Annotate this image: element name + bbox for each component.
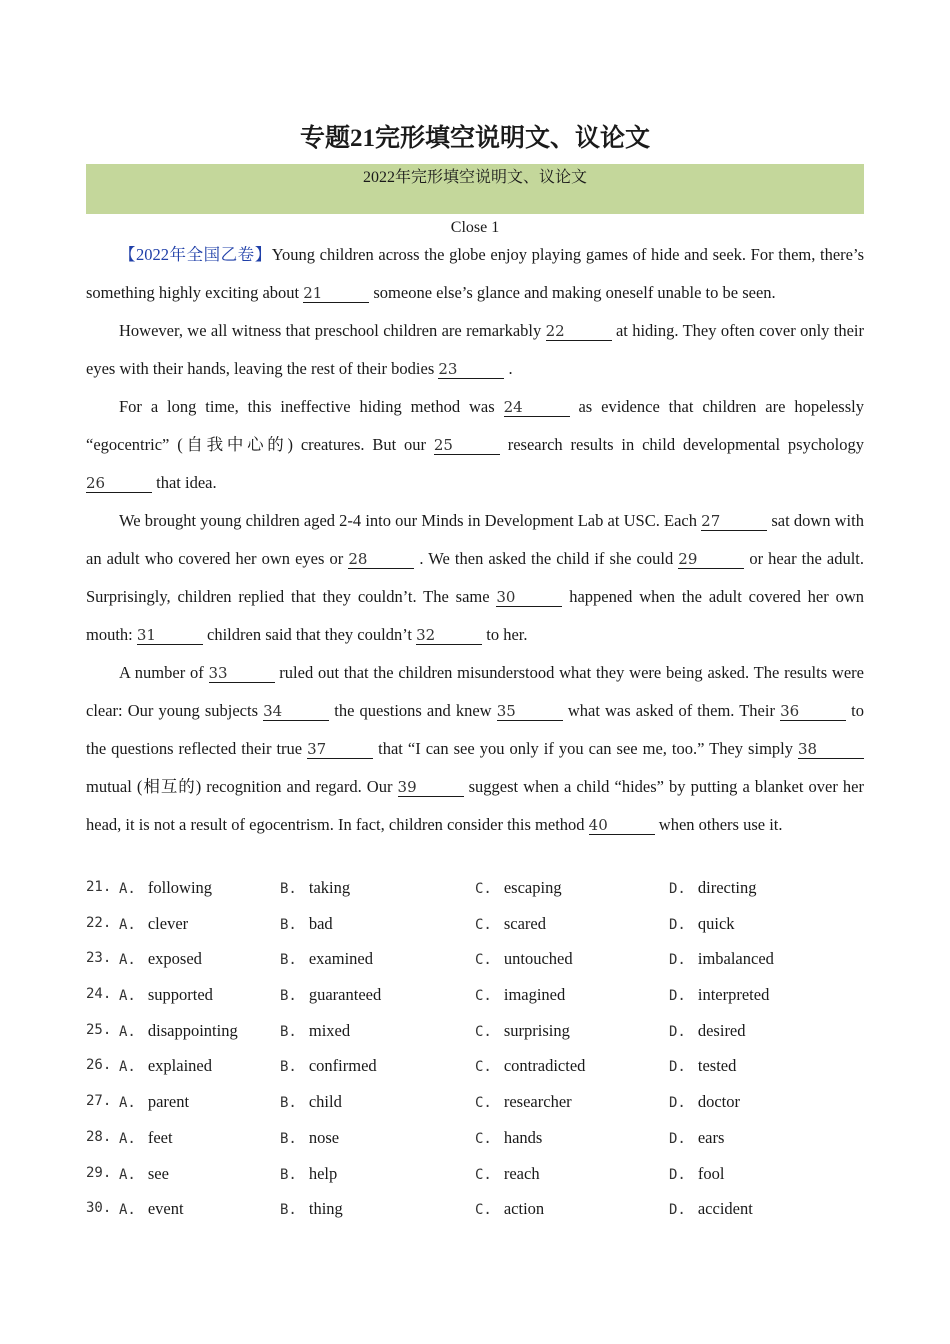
- option-letter: C.: [475, 881, 492, 897]
- option-letter: D.: [669, 1202, 686, 1219]
- option-letter: C.: [475, 1130, 492, 1147]
- option-text: mixed: [308, 1020, 351, 1040]
- option-letter: A.: [119, 916, 136, 933]
- option-letter: B.: [280, 1166, 297, 1183]
- option-a: [119, 1191, 184, 1228]
- option-letter: D.: [669, 1095, 686, 1112]
- option-d: [669, 1156, 724, 1193]
- blank-24: 24: [504, 398, 570, 417]
- option-letter: B.: [280, 1095, 297, 1112]
- option-text: interpreted: [697, 985, 770, 1005]
- option-text: guaranteed: [308, 985, 382, 1005]
- option-text: accident: [697, 1199, 753, 1219]
- question-row: [86, 870, 876, 906]
- option-letter: C.: [475, 1166, 492, 1183]
- passage-text: .: [504, 359, 513, 378]
- option-letter: A.: [119, 952, 136, 969]
- option-letter: D.: [669, 988, 686, 1005]
- option-a: [119, 1120, 173, 1157]
- option-d: [669, 1048, 736, 1085]
- question-number: 27.: [86, 1093, 112, 1110]
- question-row: [86, 1048, 876, 1084]
- option-letter: B.: [280, 881, 297, 897]
- option-letter: C.: [475, 1023, 492, 1040]
- option-c: [475, 1048, 585, 1085]
- option-letter: D.: [669, 1059, 686, 1076]
- option-b: [280, 1120, 339, 1157]
- option-d: [669, 870, 757, 907]
- option-text: supported: [147, 985, 213, 1005]
- option-a: [119, 941, 202, 978]
- question-row: [86, 1191, 876, 1227]
- question-number: 22.: [86, 914, 112, 931]
- option-c: [475, 1084, 572, 1121]
- question-row: [86, 977, 876, 1013]
- option-letter: C.: [475, 1059, 492, 1076]
- option-text: action: [503, 1199, 545, 1219]
- question-number: 29.: [86, 1164, 112, 1181]
- option-text: imagined: [503, 985, 566, 1005]
- passage-text: However, we all witness that preschool children are remarkably: [119, 321, 546, 340]
- banner-text: 2022年完形填空说明文、议论文: [362, 169, 587, 186]
- option-a: [119, 1156, 169, 1193]
- option-text: explained: [147, 1056, 212, 1076]
- option-letter: A.: [119, 1023, 136, 1040]
- option-d: [669, 906, 735, 943]
- passage-text: as evidence that children are hopelessly “egocentric” (自我中心的) creatures. But our: [86, 397, 864, 454]
- option-text: clever: [147, 913, 189, 933]
- blank-32: 32: [416, 626, 482, 645]
- option-d: [669, 1191, 753, 1228]
- option-text: desired: [697, 1020, 746, 1040]
- question-row: [86, 1084, 876, 1120]
- question-row: [86, 1156, 876, 1192]
- section-banner: [86, 164, 864, 214]
- passage-text: to her.: [482, 625, 528, 644]
- option-text: event: [147, 1199, 184, 1219]
- passage-paragraph: [86, 312, 864, 388]
- option-letter: C.: [475, 988, 492, 1005]
- blank-30: 30: [496, 588, 562, 607]
- blank-28: 28: [348, 550, 414, 569]
- option-b: [280, 1156, 337, 1193]
- option-c: [475, 1120, 542, 1157]
- passage-text: research results in child developmental psychology: [499, 435, 865, 454]
- blank-33: 33: [209, 664, 275, 683]
- blank-39: 39: [398, 778, 464, 797]
- question-row: [86, 906, 876, 942]
- blank-40: 40: [589, 816, 655, 835]
- option-d: [669, 1120, 724, 1157]
- option-letter: D.: [669, 1130, 686, 1147]
- option-b: [280, 1013, 350, 1050]
- passage-text: to the questions reflected their true: [86, 701, 865, 758]
- option-d: [669, 941, 774, 978]
- blank-34: 34: [263, 702, 329, 721]
- option-text: bad: [308, 913, 333, 933]
- option-text: contradicted: [503, 1056, 586, 1076]
- passage-text: someone else’s glance and making oneself unable to be seen.: [369, 283, 776, 302]
- passage-text: the questions and knew: [329, 701, 497, 720]
- option-c: [475, 906, 546, 943]
- question-row: [86, 1120, 876, 1156]
- option-a: [119, 1013, 238, 1050]
- option-b: [280, 1191, 343, 1228]
- passage-paragraph: [86, 654, 864, 844]
- blank-22: 22: [546, 322, 612, 341]
- option-letter: B.: [280, 1202, 297, 1219]
- passage-text: that “I can see you only if you can see me, too.” They simply: [373, 739, 798, 758]
- passage-text: or hear the adult. Surprisingly, children replied that they couldn’t. The same: [86, 549, 864, 606]
- option-text: help: [308, 1163, 338, 1183]
- option-text: hands: [503, 1127, 543, 1147]
- option-letter: D.: [669, 952, 686, 969]
- option-text: escaping: [503, 878, 562, 897]
- question-number: 25.: [86, 1021, 112, 1038]
- document-title: 专题21完形填空说明文、议论文: [299, 125, 650, 152]
- blank-36: 36: [780, 702, 846, 721]
- option-c: [475, 870, 562, 907]
- passage-text: mutual (相互的) recognition and regard. Our: [86, 777, 398, 796]
- option-c: [475, 977, 565, 1014]
- passage-text: that idea.: [152, 473, 217, 492]
- option-c: [475, 1013, 570, 1050]
- option-b: [280, 1084, 342, 1121]
- option-letter: B.: [280, 952, 297, 969]
- blank-31: 31: [137, 626, 203, 645]
- option-text: doctor: [697, 1092, 741, 1112]
- option-text: scared: [503, 913, 546, 933]
- option-a: [119, 1084, 189, 1121]
- option-letter: D.: [669, 1166, 686, 1183]
- blank-27: 27: [701, 512, 767, 531]
- option-letter: C.: [475, 952, 492, 969]
- option-a: [119, 906, 188, 943]
- blank-23: 23: [438, 360, 504, 379]
- option-text: quick: [697, 913, 735, 933]
- option-text: feet: [147, 1127, 173, 1147]
- option-letter: A.: [119, 988, 136, 1005]
- option-text: taking: [308, 878, 351, 897]
- passage-text: A number of: [119, 663, 209, 682]
- blank-29: 29: [678, 550, 744, 569]
- option-text: ears: [697, 1127, 725, 1147]
- option-text: nose: [308, 1127, 340, 1147]
- passage-paragraph: [86, 236, 864, 312]
- blank-37: 37: [307, 740, 373, 759]
- question-number: 28.: [86, 1128, 112, 1145]
- blank-35: 35: [497, 702, 563, 721]
- option-letter: D.: [669, 916, 686, 933]
- question-row: [86, 941, 876, 977]
- blank-26: 26: [86, 474, 152, 493]
- option-text: researcher: [503, 1092, 572, 1112]
- blank-25: 25: [434, 436, 500, 455]
- option-text: tested: [697, 1056, 737, 1076]
- passage-text: We brought young children aged 2-4 into our Minds in Development Lab at USC. Each: [119, 511, 702, 530]
- option-letter: A.: [119, 1202, 136, 1219]
- option-letter: A.: [119, 1095, 136, 1112]
- option-a: [119, 1048, 212, 1085]
- option-text: see: [147, 1163, 169, 1183]
- option-letter: B.: [280, 1130, 297, 1147]
- option-d: [669, 1013, 746, 1050]
- passage-text: what was asked of them. Their: [562, 701, 781, 720]
- option-letter: A.: [119, 1166, 136, 1183]
- passage-text: when others use it.: [654, 815, 783, 834]
- option-d: [669, 977, 769, 1014]
- blank-38: 38: [798, 740, 864, 759]
- passage-paragraph: [86, 388, 864, 502]
- question-options: [86, 870, 876, 1227]
- blank-21: 21: [303, 284, 369, 303]
- option-c: [475, 1191, 544, 1228]
- passage-text: at hiding. They often cover only their eyes with their hands, leaving the rest of their bodies: [86, 321, 865, 378]
- option-c: [475, 1156, 540, 1193]
- passage-text: happened when the adult covered her own mouth:: [86, 587, 864, 644]
- source-tag: 【2022年全国乙卷】: [119, 245, 272, 264]
- option-c: [475, 941, 573, 978]
- option-text: imbalanced: [697, 949, 774, 969]
- question-number: 26.: [86, 1057, 112, 1074]
- option-letter: B.: [280, 916, 297, 933]
- passage-text: sat down with an adult who covered her own eyes or: [86, 511, 864, 568]
- option-text: directing: [697, 878, 757, 897]
- question-number: 21.: [86, 879, 112, 895]
- option-text: child: [308, 1092, 342, 1112]
- option-b: [280, 977, 381, 1014]
- option-text: following: [147, 878, 213, 897]
- option-a: [119, 977, 213, 1014]
- option-text: reach: [503, 1163, 540, 1183]
- passage-text: children said that they couldn’t: [202, 625, 417, 644]
- option-text: fool: [697, 1163, 725, 1183]
- option-text: untouched: [503, 949, 573, 969]
- option-a: [119, 870, 212, 907]
- option-letter: A.: [119, 1059, 136, 1076]
- passage-text: Young children across the globe enjoy playing games of hide and seek. For them, there’s something highly exciting about: [86, 245, 864, 302]
- option-letter: C.: [475, 916, 492, 933]
- passage-text: ruled out that the children misunderstood what they were being asked. The results were clear: Our young subjects: [86, 663, 864, 720]
- section-label: Close 1: [450, 219, 500, 236]
- option-b: [280, 870, 350, 907]
- option-letter: A.: [119, 881, 136, 897]
- option-letter: C.: [475, 1202, 492, 1219]
- option-letter: B.: [280, 988, 297, 1005]
- option-text: thing: [308, 1199, 343, 1219]
- question-number: 24.: [86, 986, 112, 1003]
- passage-paragraph: [86, 502, 864, 654]
- option-letter: D.: [669, 1023, 686, 1040]
- option-text: examined: [308, 949, 373, 969]
- option-letter: B.: [280, 1023, 297, 1040]
- option-b: [280, 1048, 377, 1085]
- option-text: surprising: [503, 1020, 570, 1040]
- option-b: [280, 941, 373, 978]
- option-text: confirmed: [308, 1056, 377, 1076]
- question-number: 30.: [86, 1200, 112, 1217]
- passage-text: suggest when a child “hides” by putting a blanket over her head, it is not a result of egocentrism. In fact, children consider this method: [86, 777, 864, 834]
- option-letter: B.: [280, 1059, 297, 1076]
- option-letter: D.: [669, 881, 686, 897]
- question-row: [86, 1013, 876, 1049]
- option-text: parent: [147, 1092, 190, 1112]
- option-b: [280, 906, 333, 943]
- option-d: [669, 1084, 740, 1121]
- passage-text: . We then asked the child if she could: [414, 549, 679, 568]
- cloze-passage: [86, 236, 864, 844]
- option-letter: C.: [475, 1095, 492, 1112]
- passage-text: For a long time, this ineffective hiding method was: [119, 397, 504, 416]
- option-text: exposed: [147, 949, 202, 969]
- option-text: disappointing: [147, 1020, 238, 1040]
- question-number: 23.: [86, 950, 112, 967]
- option-letter: A.: [119, 1130, 136, 1147]
